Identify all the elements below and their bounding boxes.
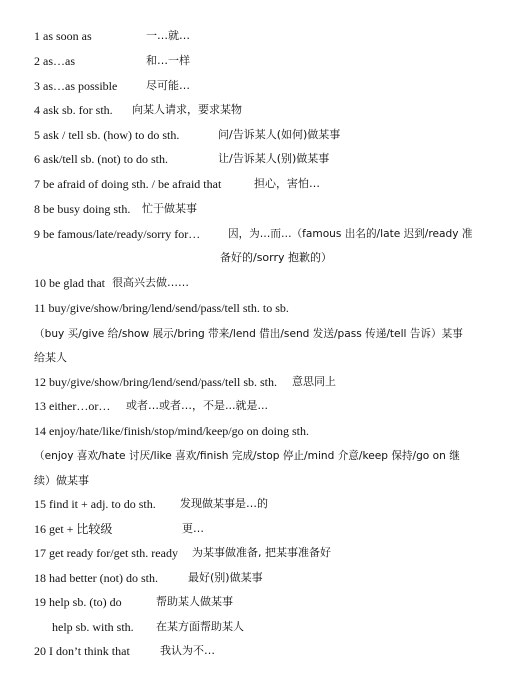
explanation-line bbox=[34, 325, 463, 342]
meaning: 很高兴去做…… bbox=[112, 276, 189, 289]
list-item bbox=[34, 594, 233, 610]
phrase: 4 ask sb. for sth. bbox=[34, 103, 113, 117]
explanation-line bbox=[34, 349, 67, 366]
list-item bbox=[34, 643, 215, 659]
phrase: help sb. with sth. bbox=[52, 620, 134, 634]
meaning-continued: 备好的/sorry 抱歉的） bbox=[220, 251, 333, 264]
list-item bbox=[34, 201, 197, 217]
phrase: 8 be busy doing sth. bbox=[34, 202, 131, 216]
phrase: 6 ask/tell sb. (not) to do sth. bbox=[34, 152, 168, 166]
explanation-line bbox=[34, 472, 89, 489]
phrase: 14 enjoy/hate/like/finish/stop/mind/keep/go on doing sth. bbox=[34, 424, 309, 438]
explanation-line bbox=[34, 447, 460, 464]
phrase: 12 buy/give/show/bring/lend/send/pass/tell sb. sth. bbox=[34, 375, 277, 389]
phrase: 5 ask / tell sb. (how) to do sth. bbox=[34, 128, 180, 142]
phrase: 18 had better (not) do sth. bbox=[34, 571, 158, 585]
list-item bbox=[34, 53, 190, 69]
list-item bbox=[34, 521, 204, 537]
phrase: 13 either…or… bbox=[34, 399, 111, 413]
phrase: 7 be afraid of doing sth. / be afraid that bbox=[34, 177, 222, 191]
phrase: 15 find it + adj. to do sth. bbox=[34, 497, 156, 511]
list-item bbox=[34, 619, 244, 635]
phrase: 20 I don’t think that bbox=[34, 644, 130, 658]
list-item bbox=[34, 78, 190, 94]
meaning: 意思同上 bbox=[292, 375, 336, 388]
phrase: 16 get + 比较级 bbox=[34, 522, 113, 536]
list-item bbox=[34, 300, 289, 316]
phrase: 19 help sb. (to) do bbox=[34, 595, 122, 609]
meaning: 更… bbox=[182, 522, 204, 535]
list-item bbox=[34, 176, 320, 192]
meaning: 我认为不… bbox=[160, 644, 215, 657]
list-item bbox=[34, 102, 242, 118]
meaning: 担心，害怕… bbox=[254, 177, 320, 190]
phrase: 1 as soon as bbox=[34, 29, 92, 43]
list-item bbox=[34, 374, 336, 390]
meaning: 和…一样 bbox=[146, 54, 190, 67]
meaning: 最好(别)做某事 bbox=[188, 571, 263, 584]
list-item bbox=[34, 127, 341, 143]
meaning: 忙于做某事 bbox=[142, 202, 197, 215]
meaning: 尽可能… bbox=[146, 79, 190, 92]
explanation-continued: 续）做某事 bbox=[34, 474, 89, 487]
list-item bbox=[34, 545, 331, 561]
meaning: 或者…或者…，不是...就是... bbox=[126, 399, 268, 412]
list-item bbox=[34, 151, 330, 167]
list-item bbox=[34, 28, 190, 44]
phrase: 11 buy/give/show/bring/lend/send/pass/tell sth. to sb. bbox=[34, 301, 289, 315]
meaning: 向某人请求，要求某物 bbox=[132, 103, 242, 116]
meaning: 因，为…而…（famous 出名的/late 迟到/ready 准 bbox=[228, 228, 473, 240]
phrase: 3 as…as possible bbox=[34, 79, 118, 93]
meaning: 为某事做准备, 把某事准备好 bbox=[192, 546, 331, 559]
list-item bbox=[34, 570, 263, 586]
explanation: （buy 买/give 给/show 展示/bring 带来/lend 借出/send 发送/pass 传递/tell 告诉）某事 bbox=[34, 328, 463, 340]
meaning: 发现做某事是…的 bbox=[180, 497, 268, 510]
explanation: （enjoy 喜欢/hate 讨厌/like 喜欢/finish 完成/stop 停止/mind 介意/keep 保持/go on 继 bbox=[34, 450, 460, 462]
list-item bbox=[34, 423, 309, 439]
explanation-continued: 给某人 bbox=[34, 351, 67, 364]
meaning: 一…就… bbox=[146, 29, 190, 42]
list-item bbox=[34, 226, 473, 242]
phrase: 17 get ready for/get sth. ready bbox=[34, 546, 178, 560]
meaning: 帮助某人做某事 bbox=[156, 595, 233, 608]
phrase: 2 as…as bbox=[34, 54, 75, 68]
meaning: 让/告诉某人(别)做某事 bbox=[218, 152, 330, 165]
phrase: 10 be glad that bbox=[34, 276, 105, 290]
phrase: 9 be famous/late/ready/sorry for… bbox=[34, 227, 201, 241]
list-item bbox=[34, 275, 189, 291]
meaning: 在某方面帮助某人 bbox=[156, 620, 244, 633]
list-item bbox=[34, 398, 268, 414]
list-item bbox=[34, 496, 268, 512]
meaning: 问/告诉某人(如何)做某事 bbox=[218, 128, 341, 141]
